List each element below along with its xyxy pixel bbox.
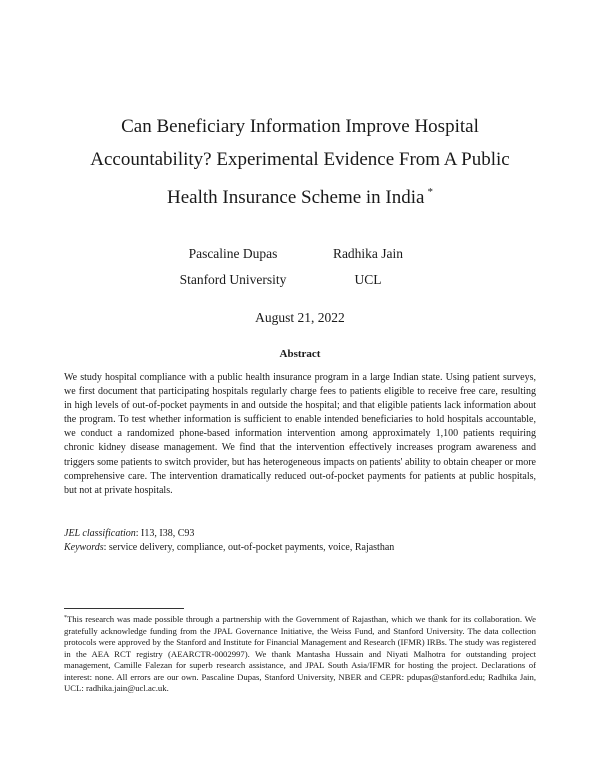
abstract-text: We study hospital compliance with a public health insurance program in a large Indian state. Using patient surveys, we first document that participating hospitals regularly charge fees to patients eligible to receive free care, resulting in high levels of out-of-pocket payments in and outside the hospital; and that eligible patients lack information about the program. To test whether information is sufficient to enable intended beneficiaries to hold hospitals accountable, we conduct a randomized phone-based information intervention among approximately 1,100 patients requiring chronic kidney disease management. We find that the intervention effectively increases program awareness and triggers some patients to switch provider, but has heterogeneous impacts on patients' ability to obtain cheaper or more comprehensive care. The intervention dramatically reduced out-of-pocket payments for patients at public hospitals, but not at private hospitals. bbox=[64, 372, 536, 496]
jel-label: JEL classification bbox=[64, 528, 136, 539]
footnote-mark: * bbox=[64, 615, 67, 621]
title-footnote-mark[interactable]: * bbox=[427, 186, 433, 198]
paper-date: August 21, 2022 bbox=[255, 310, 345, 325]
title-line-3-text: Health Insurance Scheme in India bbox=[167, 187, 425, 208]
footnote-rule bbox=[64, 608, 184, 609]
title-line-3 bbox=[40, 176, 560, 215]
keywords-line bbox=[64, 541, 544, 555]
footnote bbox=[64, 613, 536, 695]
keywords-label: Keywords bbox=[64, 542, 104, 554]
keywords-value: : service delivery, compliance, out-of-pocket payments, voice, Rajasthan bbox=[103, 542, 395, 554]
abstract-heading: Abstract bbox=[279, 348, 321, 360]
jel-value: : I13, I38, C93 bbox=[135, 528, 195, 539]
author-name: Radhika Jain bbox=[332, 246, 404, 261]
title-line-1: Can Beneficiary Information Improve Hospital bbox=[121, 116, 479, 137]
paper-title bbox=[40, 111, 560, 215]
author-affiliation: Stanford University bbox=[179, 272, 287, 287]
jel-line bbox=[64, 527, 544, 541]
footnote-text: This research was made possible through a partnership with the Government of Rajasthan, which we thank for its collaboration. We gratefully acknowledge funding from the JPAL Governance Initiative, the Weiss Fund, and Stanford University. The data collection protocols were approved by the Stanford and Institute for Financial Management and Research (IFMR) IRBs. The study was registered in the AEA RCT registry (AEARCTR-0002997). We thank Mantasha Hussain and Niyati Malhotra for outstanding project management, Camille Falezan for superb research assistance, and JPAL South Asia/IFMR for hosting the project. Declarations of interest: none. All errors are our own. Pascaline Dupas, Stanford University, NBER and CEPR: pdupas@stanford.edu; Radhika Jain, UCL: radhika.jain@ucl.ac.uk. bbox=[64, 614, 536, 694]
author-affiliation: UCL bbox=[354, 272, 382, 287]
classification-block bbox=[64, 527, 544, 555]
author-block-2 bbox=[278, 241, 458, 293]
author-name: Pascaline Dupas bbox=[188, 246, 278, 261]
title-line-2: Accountability? Experimental Evidence From A Public bbox=[90, 148, 510, 170]
